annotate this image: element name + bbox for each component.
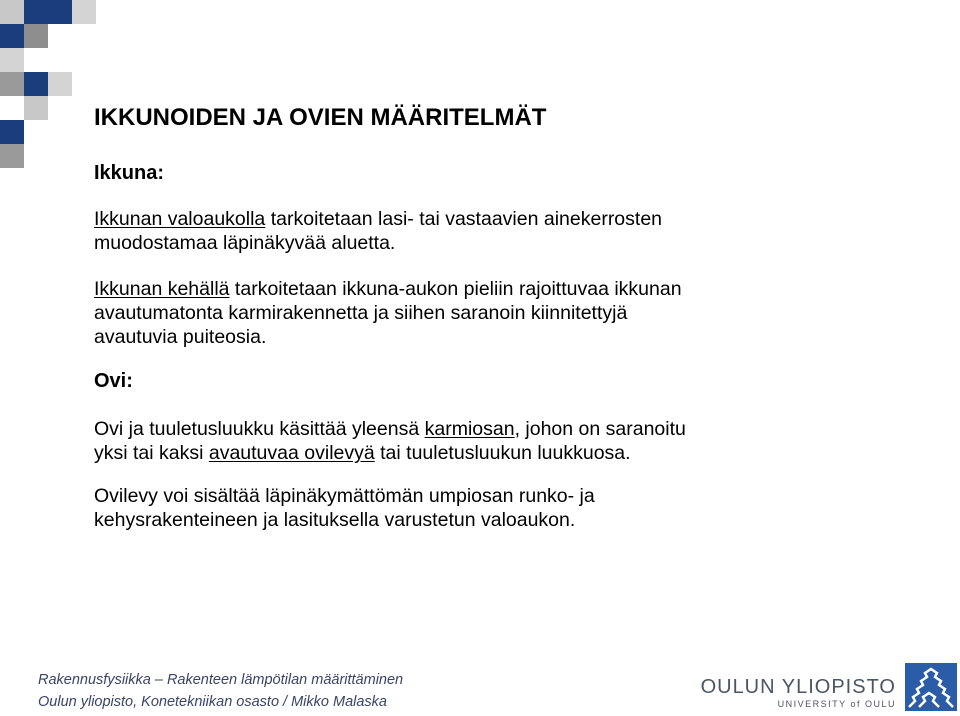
mosaic-square	[0, 24, 24, 48]
paragraph-valoaukko	[94, 207, 884, 255]
paragraph-text: muodostamaa läpinäkyvää aluetta.	[94, 232, 396, 254]
term-ovilevy: avautuvaa ovilevyä	[208, 442, 375, 464]
mosaic-square	[72, 0, 96, 24]
slide-title: IKKUNOIDEN JA OVIEN MÄÄRITELMÄT	[94, 104, 547, 131]
mosaic-square	[24, 72, 48, 96]
section-heading-window: Ikkuna:	[94, 162, 165, 184]
mosaic-square	[48, 0, 72, 24]
term-kehys: Ikkunan kehällä	[94, 278, 230, 300]
mosaic-square	[0, 144, 24, 168]
university-logo-icon	[905, 663, 957, 711]
paragraph-text: avautumatonta karmirakennetta ja siihen saranoin kiinnitettyjä	[94, 302, 628, 324]
paragraph-ovilevy	[94, 484, 884, 532]
paragraph-text: avautuvia puiteosia.	[94, 326, 267, 348]
mosaic-square	[0, 0, 24, 24]
paragraph-kehys	[94, 277, 884, 349]
university-logo-text	[701, 676, 896, 710]
paragraph-text: tai tuuletusluukun luukkuosa.	[374, 442, 631, 464]
paragraph-text: tarkoitetaan ikkuna-aukon pieliin rajoittuvaa ikkunan	[229, 278, 682, 300]
logo-name-en: UNIVERSITY of OULU	[777, 699, 896, 709]
paragraph-text: yksi tai kaksi	[94, 442, 209, 464]
mosaic-square	[24, 96, 48, 120]
slide-footer	[38, 669, 403, 713]
paragraph-text: Ovi ja tuuletusluukku käsittää yleensä	[94, 418, 425, 440]
mosaic-square	[0, 48, 24, 72]
mosaic-square	[24, 0, 48, 24]
mosaic-square	[0, 120, 24, 144]
term-valoaukko: Ikkunan valoaukolla	[94, 208, 266, 230]
paragraph-text: kehysrakenteineen ja lasituksella varustetun valoaukon.	[94, 509, 576, 531]
term-karmiosa: karmiosan	[424, 418, 515, 440]
logo-name-fi: OULUN YLIOPISTO	[700, 676, 896, 698]
mosaic-square	[0, 72, 24, 96]
mosaic-square	[24, 24, 48, 48]
footer-author: Oulun yliopisto, Konetekniikan osasto / Mikko Malaska	[38, 694, 387, 710]
section-heading-door: Ovi:	[94, 370, 133, 392]
paragraph-ovi	[94, 417, 884, 465]
footer-course: Rakennusfysiikka – Rakenteen lämpötilan määrittäminen	[38, 672, 404, 688]
paragraph-text: tarkoitetaan lasi- tai vastaavien ainekerrosten	[265, 208, 663, 230]
mosaic-square	[48, 72, 72, 96]
paragraph-text: Ovilevy voi sisältää läpinäkymättömän umpiosan runko- ja	[94, 485, 595, 507]
paragraph-text: , johon on saranoitu	[514, 418, 686, 440]
